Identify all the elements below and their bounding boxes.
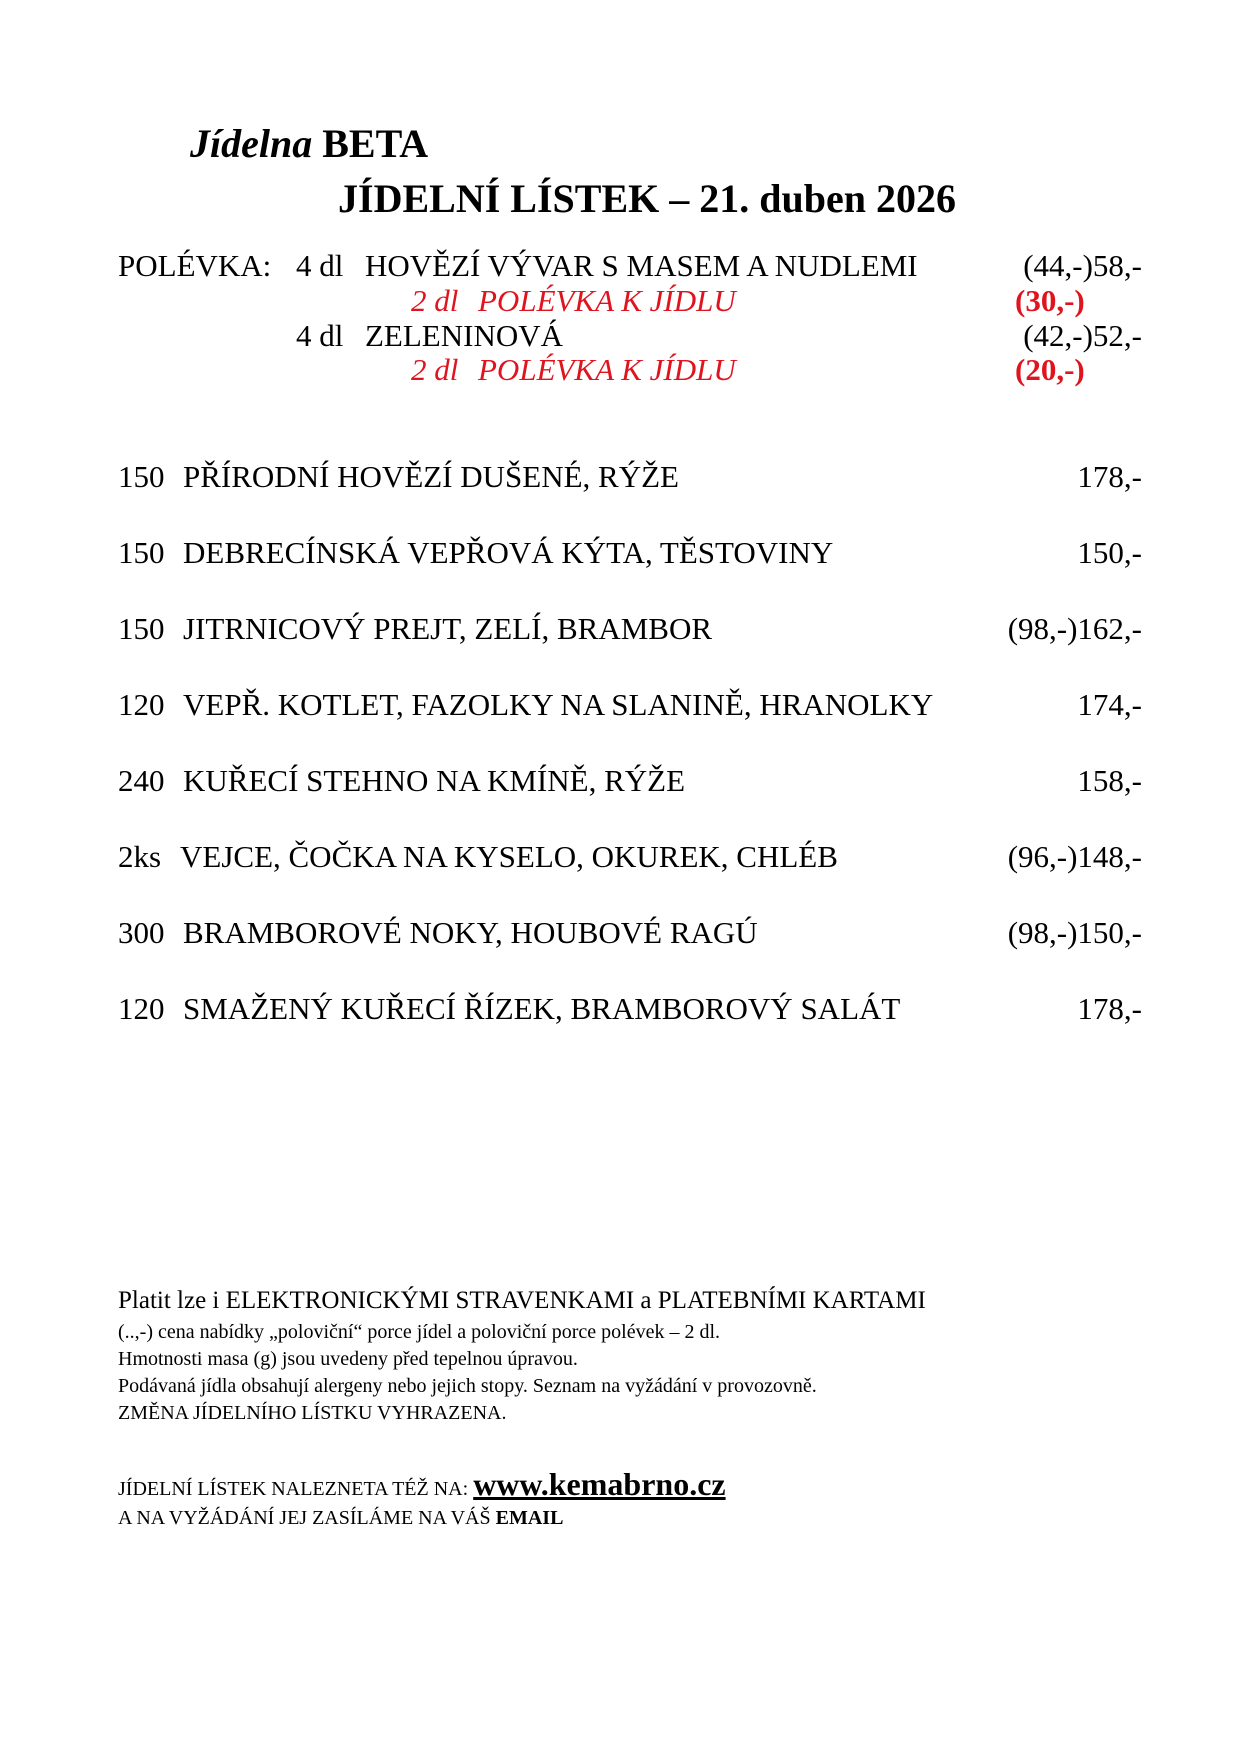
dish-weight: 150 (118, 611, 165, 646)
soup-2-price: (42,-)52,- (1023, 318, 1142, 353)
website-link[interactable]: www.kemabrno.cz (473, 1466, 726, 1502)
dish-price: (98,-)150,- (1007, 915, 1142, 950)
note-half-portion: (..,-) cena nabídky „poloviční“ porce jídel a poloviční porce polévek – 2 dl. (118, 1321, 721, 1343)
dish-price: 178,- (1077, 459, 1142, 494)
dish-name: PŘÍRODNÍ HOVĚZÍ DUŠENÉ, RÝŽE (183, 459, 679, 494)
dish-name: VEPŘ. KOTLET, FAZOLKY NA SLANINĚ, HRANOLKY (183, 687, 934, 722)
dish-weight: 150 (118, 535, 165, 570)
venue-name: BETA (322, 121, 429, 166)
dish-weight: 120 (118, 991, 165, 1026)
dish-weight: 2ks (118, 839, 162, 874)
soup-1-name: HOVĚZÍ VÝVAR S MASEM A NUDLEMI (365, 248, 918, 283)
soup-label: POLÉVKA: (118, 248, 272, 283)
soup-1-portion: 4 dl (296, 248, 344, 283)
dish-weight: 120 (118, 687, 165, 722)
soup-1-side-portion: 2 dl (411, 283, 459, 318)
dish-weight: 300 (118, 915, 165, 950)
dish-price: 178,- (1077, 991, 1142, 1026)
soup-1-price: (44,-)58,- (1023, 248, 1142, 283)
dish-price: 174,- (1077, 687, 1142, 722)
note-weights: Hmotnosti masa (g) jsou uvedeny před tepelnou úpravou. (118, 1348, 578, 1370)
soup-1-side-name: POLÉVKA K JÍDLU (478, 283, 736, 318)
website-prefix: JÍDELNÍ LÍSTEK NALEZNETA TÉŽ NA: (118, 1478, 474, 1500)
email-line (118, 1505, 563, 1531)
dish-price: 158,- (1077, 763, 1142, 798)
venue-title (190, 120, 428, 168)
dish-price: (96,-)148,- (1007, 839, 1142, 874)
dish-name: SMAŽENÝ KUŘECÍ ŘÍZEK, BRAMBOROVÝ SALÁT (183, 991, 901, 1026)
soup-2-portion: 4 dl (296, 318, 344, 353)
dish-name: JITRNICOVÝ PREJT, ZELÍ, BRAMBOR (183, 611, 713, 646)
dish-name: DEBRECÍNSKÁ VEPŘOVÁ KÝTA, TĚSTOVINY (183, 535, 834, 570)
soup-2-side-name: POLÉVKA K JÍDLU (478, 352, 736, 387)
email-prefix: A NA VYŽÁDÁNÍ JEJ ZASÍLÁME NA VÁŠ (118, 1507, 496, 1529)
dish-weight: 240 (118, 763, 165, 798)
note-changes-reserved: ZMĚNA JÍDELNÍHO LÍSTKU VYHRAZENA. (118, 1402, 507, 1424)
venue-italic: Jídelna (190, 121, 313, 166)
dish-weight: 150 (118, 459, 165, 494)
dish-name: BRAMBOROVÉ NOKY, HOUBOVÉ RAGÚ (183, 915, 758, 950)
menu-title: JÍDELNÍ LÍSTEK – 21. duben 2026 (338, 176, 956, 221)
dish-price: (98,-)162,- (1007, 611, 1142, 646)
note-allergens: Podávaná jídla obsahují alergeny nebo jejich stopy. Seznam na vyžádání v provozovně. (118, 1375, 817, 1397)
soup-2-side-portion: 2 dl (411, 352, 459, 387)
email-word: EMAIL (495, 1507, 564, 1529)
soup-2-name: ZELENINOVÁ (365, 318, 564, 353)
soup-2-side-price: (20,-) (1015, 352, 1085, 387)
dish-name: VEJCE, ČOČKA NA KYSELO, OKUREK, CHLÉB (180, 839, 838, 874)
website-line (118, 1466, 726, 1507)
dish-price: 150,- (1077, 535, 1142, 570)
payment-info: Platit lze i ELEKTRONICKÝMI STRAVENKAMI a PLATEBNÍMI KARTAMI (118, 1287, 926, 1314)
dish-name: KUŘECÍ STEHNO NA KMÍNĚ, RÝŽE (183, 763, 686, 798)
soup-1-side-price: (30,-) (1015, 283, 1085, 318)
